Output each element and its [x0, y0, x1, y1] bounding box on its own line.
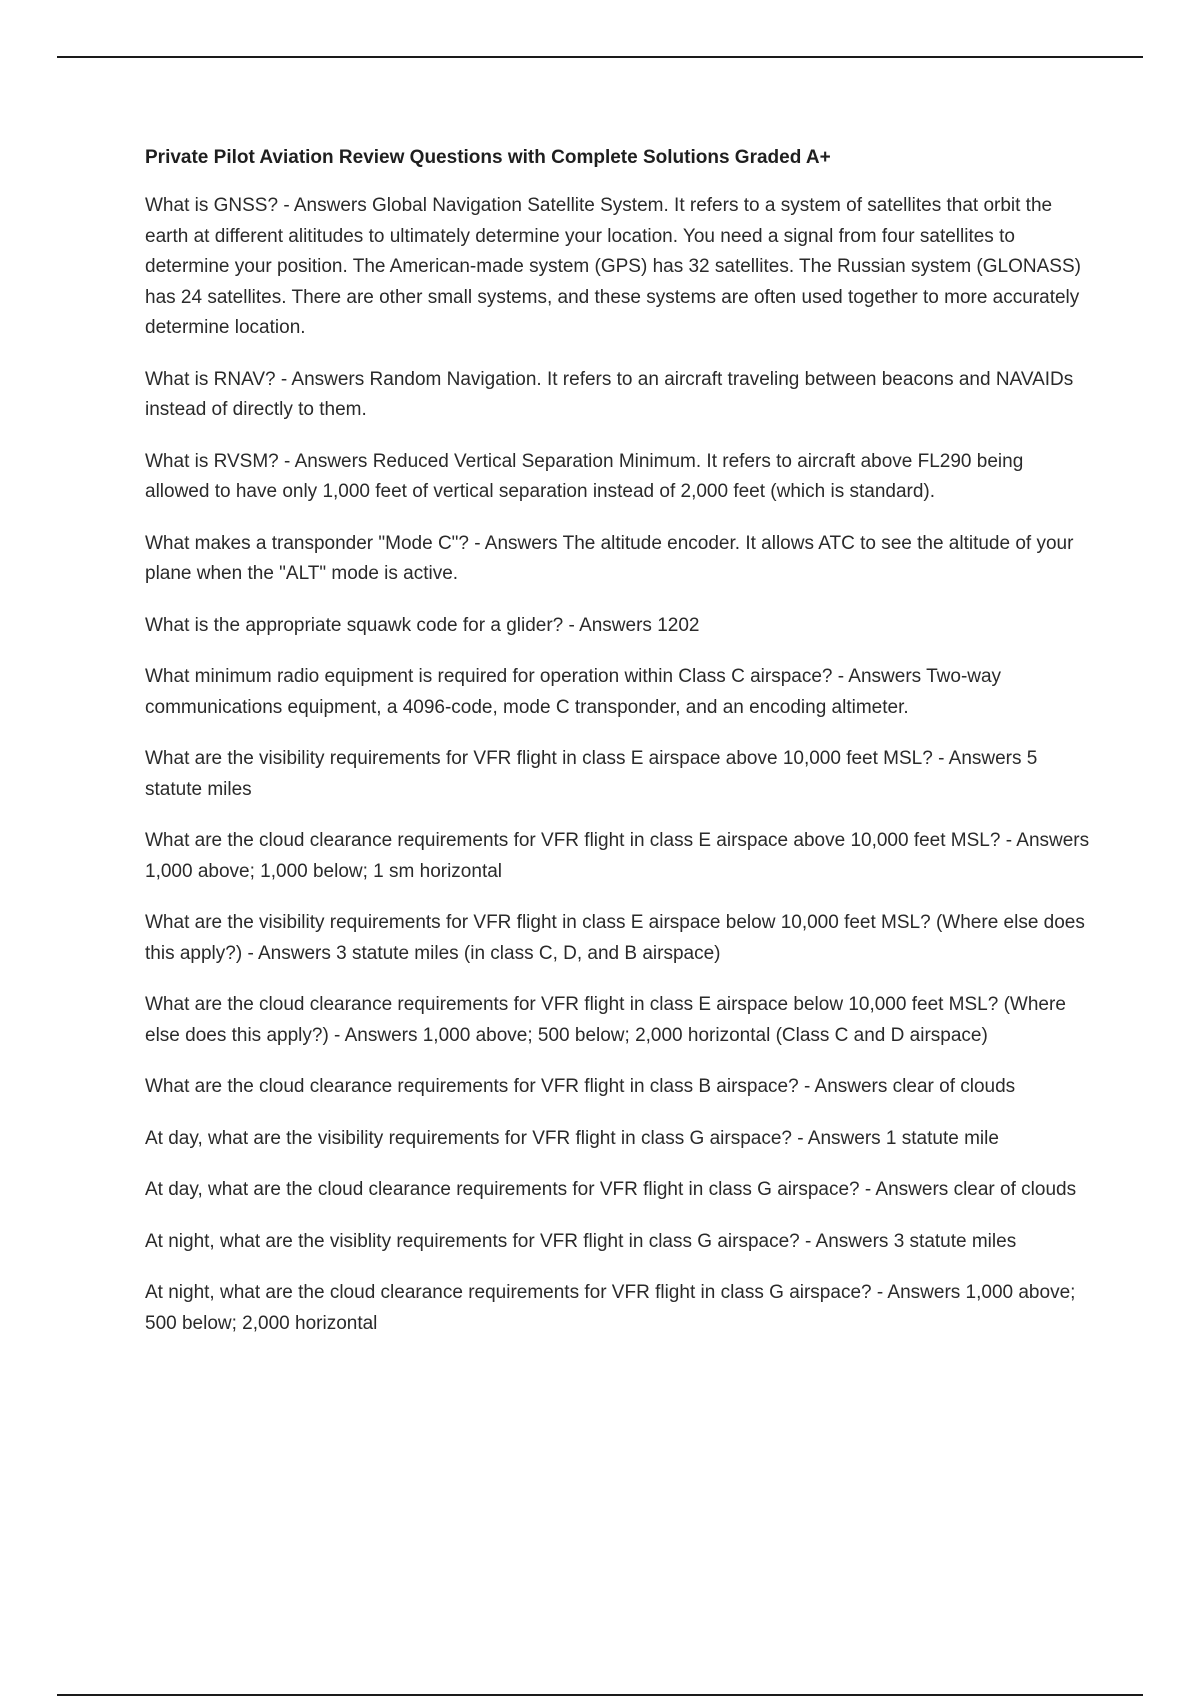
qa-item-class-e-above-clouds: What are the cloud clearance requirements for VFR flight in class E airspace above 10,000 feet MSL? - Answers 1,000 above; 1,000 below; 1 sm horizontal [145, 830, 1090, 882]
qa-item-class-g-night-visibility: At night, what are the visiblity requirements for VFR flight in class G airspace? - Answers 3 statute miles [145, 1230, 1017, 1252]
footer-rule [57, 1694, 1143, 1696]
qa-item-class-b-clouds: What are the cloud clearance requirements for VFR flight in class B airspace? - Answers clear of clouds [145, 1076, 1016, 1097]
qa-item-rvsm: What is RVSM? - Answers Reduced Vertical Separation Minimum. It refers to aircraft above FL290 being allowed to have only 1,000 feet of vertical separation instead of 2,000 feet (which is standard). [145, 450, 1024, 502]
qa-item-gnss: What is GNSS? - Answers Global Navigation Satellite System. It refers to a system of satellites that orbit the earth at different alititudes to ultimately determine your location. You need a signal from four satellites to determine your position. The American-made system (GPS) has 32 satellites. The Russian system (GLONASS) has 24 satellites. There are other small systems, and these systems are often used together to more accurately determine location. [145, 195, 1081, 338]
qa-item-class-g-night-clouds: At night, what are the cloud clearance requirements for VFR flight in class G airspace? - Answers 1,000 above; 500 below; 2,000 horizontal [145, 1282, 1076, 1334]
header-rule [57, 56, 1143, 58]
qa-item-class-c-equipment: What minimum radio equipment is required for operation within Class C airspace? - Answers Two-way communications equipment, a 4096-code, mode C transponder, and an encoding altimeter. [145, 666, 1002, 718]
qa-item-class-e-below-clouds: What are the cloud clearance requirements for VFR flight in class E airspace below 10,000 feet MSL? (Where else does this apply?) - Answers 1,000 above; 500 below; 2,000 horizontal (Class C and D airspace) [145, 994, 1066, 1046]
qa-item-rnav: What is RNAV? - Answers Random Navigation. It refers to an aircraft traveling between beacons and NAVAIDs instead of directly to them. [145, 368, 1074, 420]
qa-item-class-g-day-visibility: At day, what are the visibility requirements for VFR flight in class G airspace? - Answers 1 statute mile [145, 1127, 999, 1149]
qa-item-class-g-day-clouds: At day, what are the cloud clearance requirements for VFR flight in class G airspace? - Answers clear of clouds [145, 1179, 1077, 1200]
page-title: Private Pilot Aviation Review Questions with Complete Solutions Graded A+ [145, 147, 831, 168]
qa-item-glider-squawk: What is the appropriate squawk code for a glider? - Answers 1202 [145, 614, 700, 636]
qa-item-mode-c: What makes a transponder "Mode C"? - Answers The altitude encoder. It allows ATC to see the altitude of your plane when the "ALT" mode is active. [145, 532, 1074, 584]
qa-item-class-e-above-visibility: What are the visibility requirements for VFR flight in class E airspace above 10,000 feet MSL? - Answers 5 statute miles [145, 748, 1038, 800]
document-body [145, 143, 1090, 1360]
qa-item-class-e-below-visibility: What are the visibility requirements for VFR flight in class E airspace below 10,000 feet MSL? (Where else does this apply?) - Answers 3 statute miles (in class C, D, and B airspace) [145, 912, 1085, 964]
